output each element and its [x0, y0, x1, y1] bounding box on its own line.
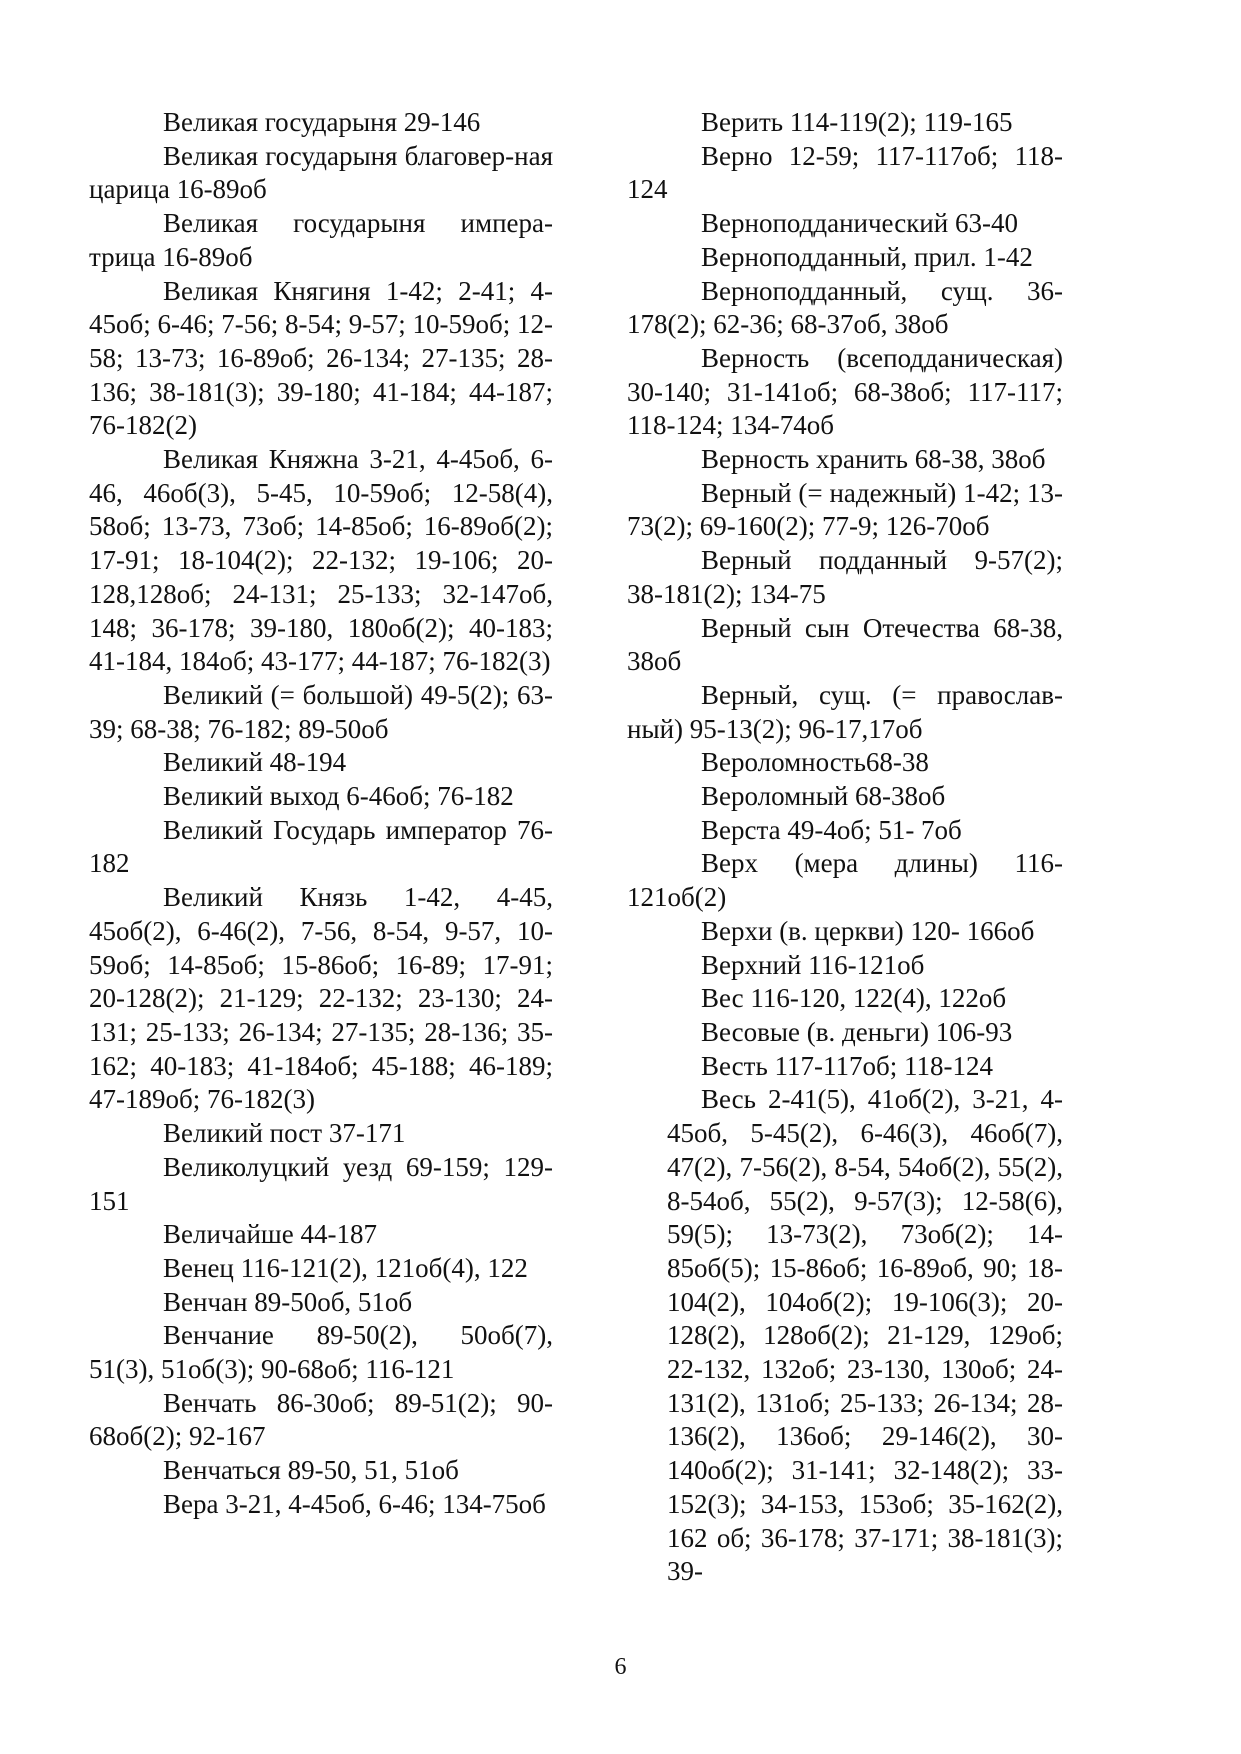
index-entry: Великая государыня импера-трица 16-89об: [89, 208, 553, 272]
index-entry: Великий пост 37-171: [163, 1118, 406, 1149]
right-column: [627, 106, 1063, 1589]
index-entry: Венчать 86-30об; 89-51(2); 90-68об(2); 92-167: [89, 1387, 553, 1452]
index-entry: Верхний 116-121об: [701, 949, 925, 980]
index-entry: Великая государыня 29-146: [163, 107, 481, 137]
left-column: [89, 106, 553, 1522]
index-entry: Весь 2-41(5), 41об(2), 3-21, 4-45об, 5-45(2), 6-46(3), 46об(7), 47(2), 7-56(2), 8-54, 54об(2), 55(2), 8-54об, 55(2), 9-57(3); 12-58(6), 59(5); 13-73(2), 73об(2); 14-85об(5); 15-86об; 16-89об, 90; 18-104(2), 104об(2); 19-106(3); 20-128(2), 128об(2); 21-129, 129об; 22-132, 132об; 23-130, 130об; 24-131(2), 131об; 25-133; 26-134; 28-136(2), 136об; 29-146(2), 30-140об(2); 31-141; 32-148(2); 33-152(3); 34-153, 153об; 35-162(2), 162 об; 36-178; 37-171; 38-181(3); 39-: [667, 1084, 1063, 1587]
index-entry: Верноподданный, прил. 1-42: [701, 241, 1033, 272]
index-entry: Вес 116-120, 122(4), 122об: [701, 983, 1007, 1014]
index-entry: Великая Княжна 3-21, 4-45об, 6-46, 46об(3), 5-45, 10-59об; 12-58(4), 58об; 13-73, 73об; 14-85об; 16-89об(2); 17-91; 18-104(2); 22-132; 19-106; 20-128,128об; 24-131; 25-133; 32-147об, 148; 36-178; 39-180, 180об(2); 40-183; 41-184, 184об; 43-177; 44-187; 76-182(3): [89, 444, 553, 677]
index-entry: Великая Княгиня 1-42; 2-41; 4-45об; 6-46; 7-56; 8-54; 9-57; 10-59об; 12-58; 13-73; 16-89об; 26-134; 27-135; 28-136; 38-181(3); 39-180; 41-184; 44-187; 76-182(2): [89, 275, 553, 441]
index-entry: Венчаться 89-50, 51, 51об: [163, 1455, 459, 1486]
index-entry: Верность (всеподданическая) 30-140; 31-141об; 68-38об; 117-117; 118-124; 134-74об: [627, 342, 1063, 441]
index-entry: Величайше 44-187: [163, 1219, 377, 1250]
index-entry: Великий выход 6-46об; 76-182: [163, 781, 514, 812]
index-entry: Верста 49-4об; 51- 7об: [701, 814, 962, 845]
index-entry: Венец 116-121(2), 121об(4), 122: [163, 1252, 528, 1283]
index-entry: Верный (= надежный) 1-42; 13-73(2); 69-160(2); 77-9; 126-70об: [627, 477, 1063, 542]
index-entry: Верный сын Отечества 68-38, 38об: [627, 612, 1063, 677]
index-entry: Верноподданный, сущ. 36-178(2); 62-36; 68-37об, 38об: [627, 275, 1063, 340]
index-entry: Великая государыня благовер-ная царица 16-89об: [89, 140, 553, 205]
index-entry: Верно 12-59; 117-117об; 118-124: [627, 140, 1063, 205]
index-entry: Вера 3-21, 4-45об, 6-46; 134-75об: [163, 1488, 546, 1519]
index-entry: Великолуцкий уезд 69-159; 129-151: [89, 1151, 553, 1216]
index-entry: Венчание 89-50(2), 50об(7), 51(3), 51об(3); 90-68об; 116-121: [89, 1320, 553, 1385]
index-entry: Верхи (в. церкви) 120- 166об: [701, 915, 1035, 946]
index-entry: Великий Государь император 76-182: [89, 814, 553, 879]
index-entry: Верх (мера длины) 116-121об(2): [627, 848, 1063, 913]
index-entry: Весть 117-117об; 118-124: [701, 1050, 993, 1081]
index-entry: Великий 48-194: [163, 747, 347, 778]
index-entry: Венчан 89-50об, 51об: [163, 1286, 413, 1317]
index-entry: Великий Князь 1-42, 4-45, 45об(2), 6-46(2), 7-56, 8-54, 9-57, 10-59об; 14-85об; 15-86об; 16-89; 17-91; 20-128(2); 21-129; 22-132; 23-130; 24-131; 25-133; 26-134; 27-135; 28-136; 35-162; 40-183; 41-184об; 45-188; 46-189; 47-189об; 76-182(3): [89, 882, 553, 1115]
index-entry: Верный, сущ. (= православ-ный) 95-13(2); 96-17,17об: [627, 679, 1063, 744]
index-entry: Верность хранить 68-38, 38об: [701, 444, 1046, 475]
page-number: 6: [614, 1654, 627, 1680]
index-entry: Великий (= большой) 49-5(2); 63-39; 68-38; 76-182; 89-50об: [89, 679, 553, 744]
index-entry: Вероломный 68-38об: [701, 781, 946, 812]
index-entry: Верноподданический 63-40: [701, 208, 1018, 239]
index-entry: Верный подданный 9-57(2); 38-181(2); 134-75: [627, 545, 1063, 609]
index-entry: Вероломность68-38: [701, 747, 929, 778]
index-entry: Верить 114-119(2); 119-165: [701, 107, 1013, 137]
index-entry: Весовые (в. деньги) 106-93: [701, 1016, 1013, 1047]
